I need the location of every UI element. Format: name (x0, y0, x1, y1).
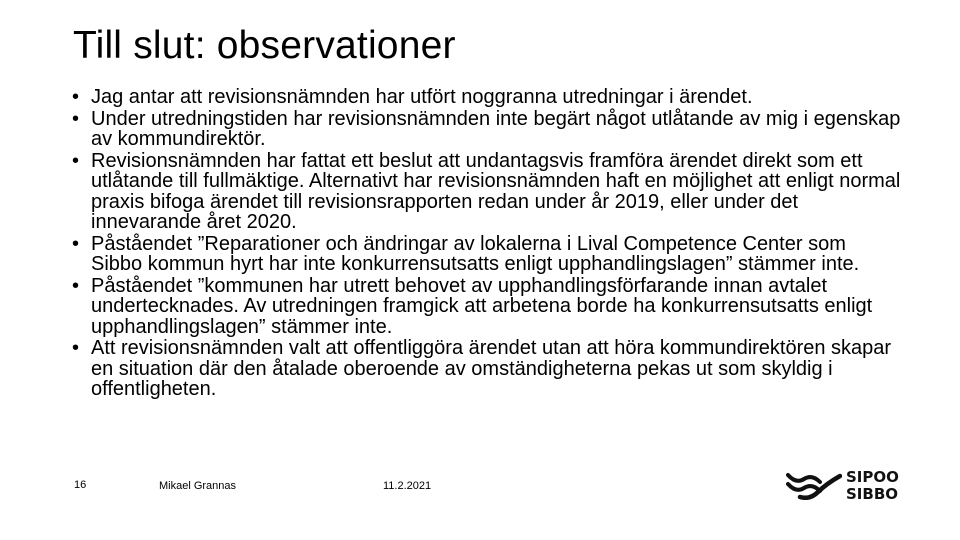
footer-date: 11.2.2021 (383, 480, 432, 492)
bullet-list (72, 87, 902, 401)
bullet-item: • Under utredningstiden har revisionsnämnden inte begärt något utlåtande av mig i egenskap av kommundirektör. (72, 109, 902, 150)
sipoo-sibbo-logo (786, 466, 906, 506)
bullet-item: • Revisionsnämnden har fattat ett beslut att undantagsvis framföra ärendet direkt som ett utlåtande till fullmäktige. Alternativt har revisionsnämnden haft en möjlighet att enligt normal praxis bifoga ärendet till revisionsrapporten redan under år 2019, eller under det innevarande året 2020. (72, 151, 902, 233)
footer-author: Mikael Grannas (159, 480, 237, 492)
sipoo-sibbo-wave-logo-icon (786, 470, 842, 500)
slide-title: Till slut: observationer (73, 24, 456, 67)
bullet-item: • Jag antar att revisionsnämnden har utfört noggranna utredningar i ärendet. (72, 87, 902, 108)
bullet-item: • Påståendet ”kommunen har utrett behovet av upphandlingsförfarande innan avtalet undertecknades. Av utredningen framgick att arbetena borde ha konkurrensutsatts enligt upphandlingslagen” stämmer inte. (72, 276, 902, 338)
bullet-item: • Att revisionsnämnden valt att offentliggöra ärendet utan att höra kommundirektören skapar en situation där den åtalade oberoende av omständigheterna pekas ut som skyldig i offentligheten. (72, 338, 902, 400)
slide-number: 16 (74, 479, 87, 491)
logo-text-line1: SIPOO (846, 468, 899, 486)
bullet-item: • Påståendet ”Reparationer och ändringar av lokalerna i Lival Competence Center som Sibbo kommun hyrt har inte konkurrensutsatts enligt upphandlingslagen” stämmer inte. (72, 234, 902, 275)
logo-text-line2: SIBBO (846, 485, 899, 503)
